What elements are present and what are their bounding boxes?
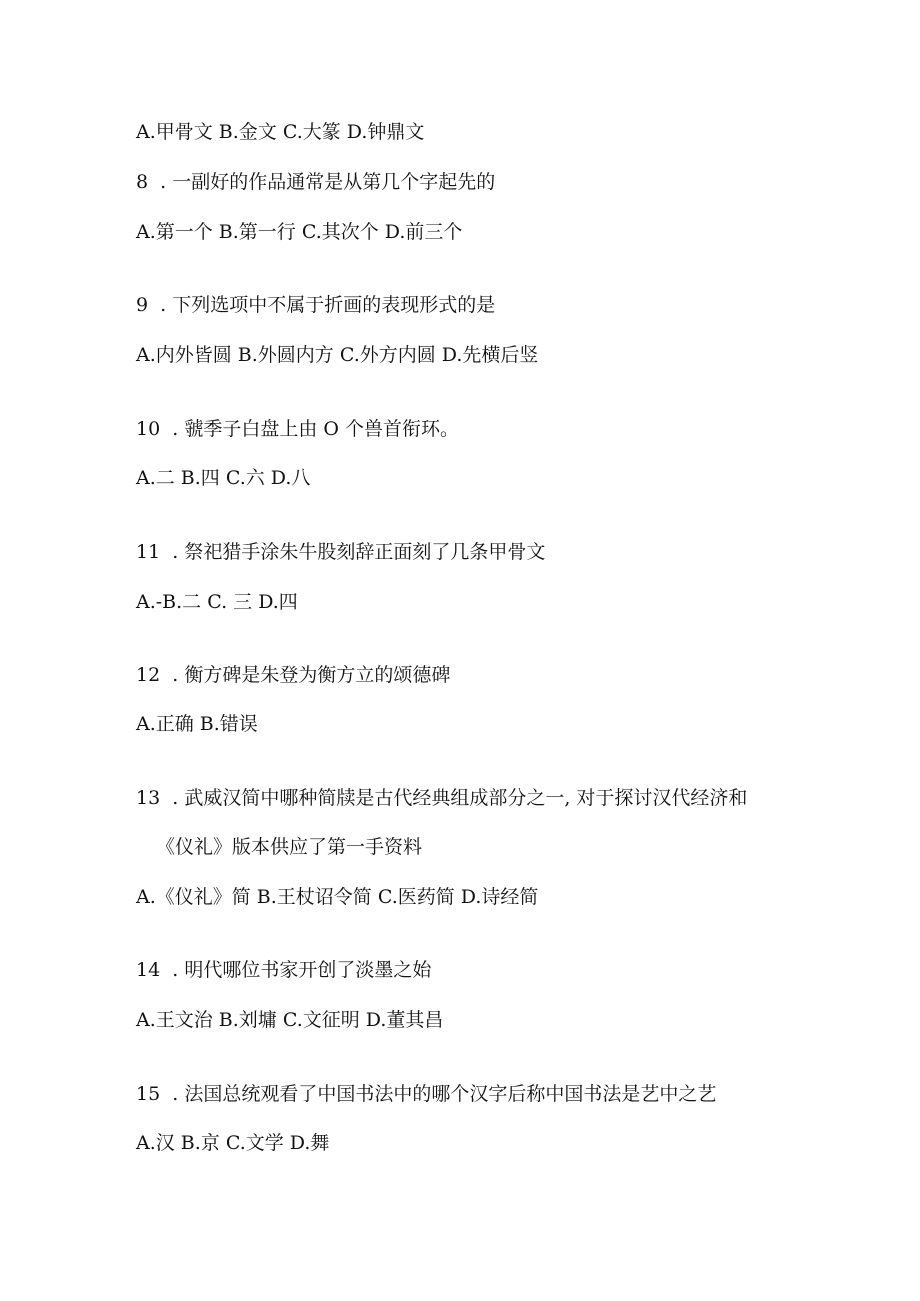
question-13-continuation: 《仪礼》版本供应了第一手资料 [156, 836, 423, 858]
question-13: 13 . 武威汉简中哪种简牍是古代经典组成部分之一, 对于探讨汉代经济和 [136, 787, 748, 809]
answer-options-14: A.王文治 B.刘墉 C.文征明 D.董其昌 [136, 1009, 444, 1031]
answer-options-8: A.第一个 B.第一行 C.其次个 D.前三个 [136, 221, 463, 243]
answer-options-7: A.甲骨文 B.金文 C.大篆 D.钟鼎文 [136, 121, 425, 143]
question-8: 8 . 一副好的作品通常是从第几个字起先的 [136, 171, 496, 193]
question-9: 9 . 下列选项中不属于折画的表现形式的是 [136, 294, 496, 316]
answer-options-15: A.汉 B.京 C.文学 D.舞 [136, 1132, 330, 1154]
question-14: 14 . 明代哪位书家开创了淡墨之始 [136, 959, 432, 981]
answer-options-11: A.-B.二 C. 三 D.四 [136, 591, 298, 613]
question-11: 11 . 祭祀猎手涂朱牛股刻辞正面刻了几条甲骨文 [136, 541, 546, 563]
answer-options-10: A.二 B.四 C.六 D.八 [136, 467, 311, 489]
question-10: 10 . 虢季子白盘上由 O 个兽首衔环。 [136, 418, 459, 440]
answer-options-13: A.《仪礼》简 B.王杖诏令简 C.医药简 D.诗经简 [136, 886, 539, 908]
answer-options-12: A.正确 B.错误 [136, 713, 258, 735]
answer-options-9: A.内外皆圆 B.外圆内方 C.外方内圆 D.先横后竖 [136, 344, 539, 366]
question-15: 15 . 法国总统观看了中国书法中的哪个汉字后称中国书法是艺中之艺 [136, 1083, 717, 1105]
question-12: 12 . 衡方碑是朱登为衡方立的颂德碑 [136, 664, 451, 686]
